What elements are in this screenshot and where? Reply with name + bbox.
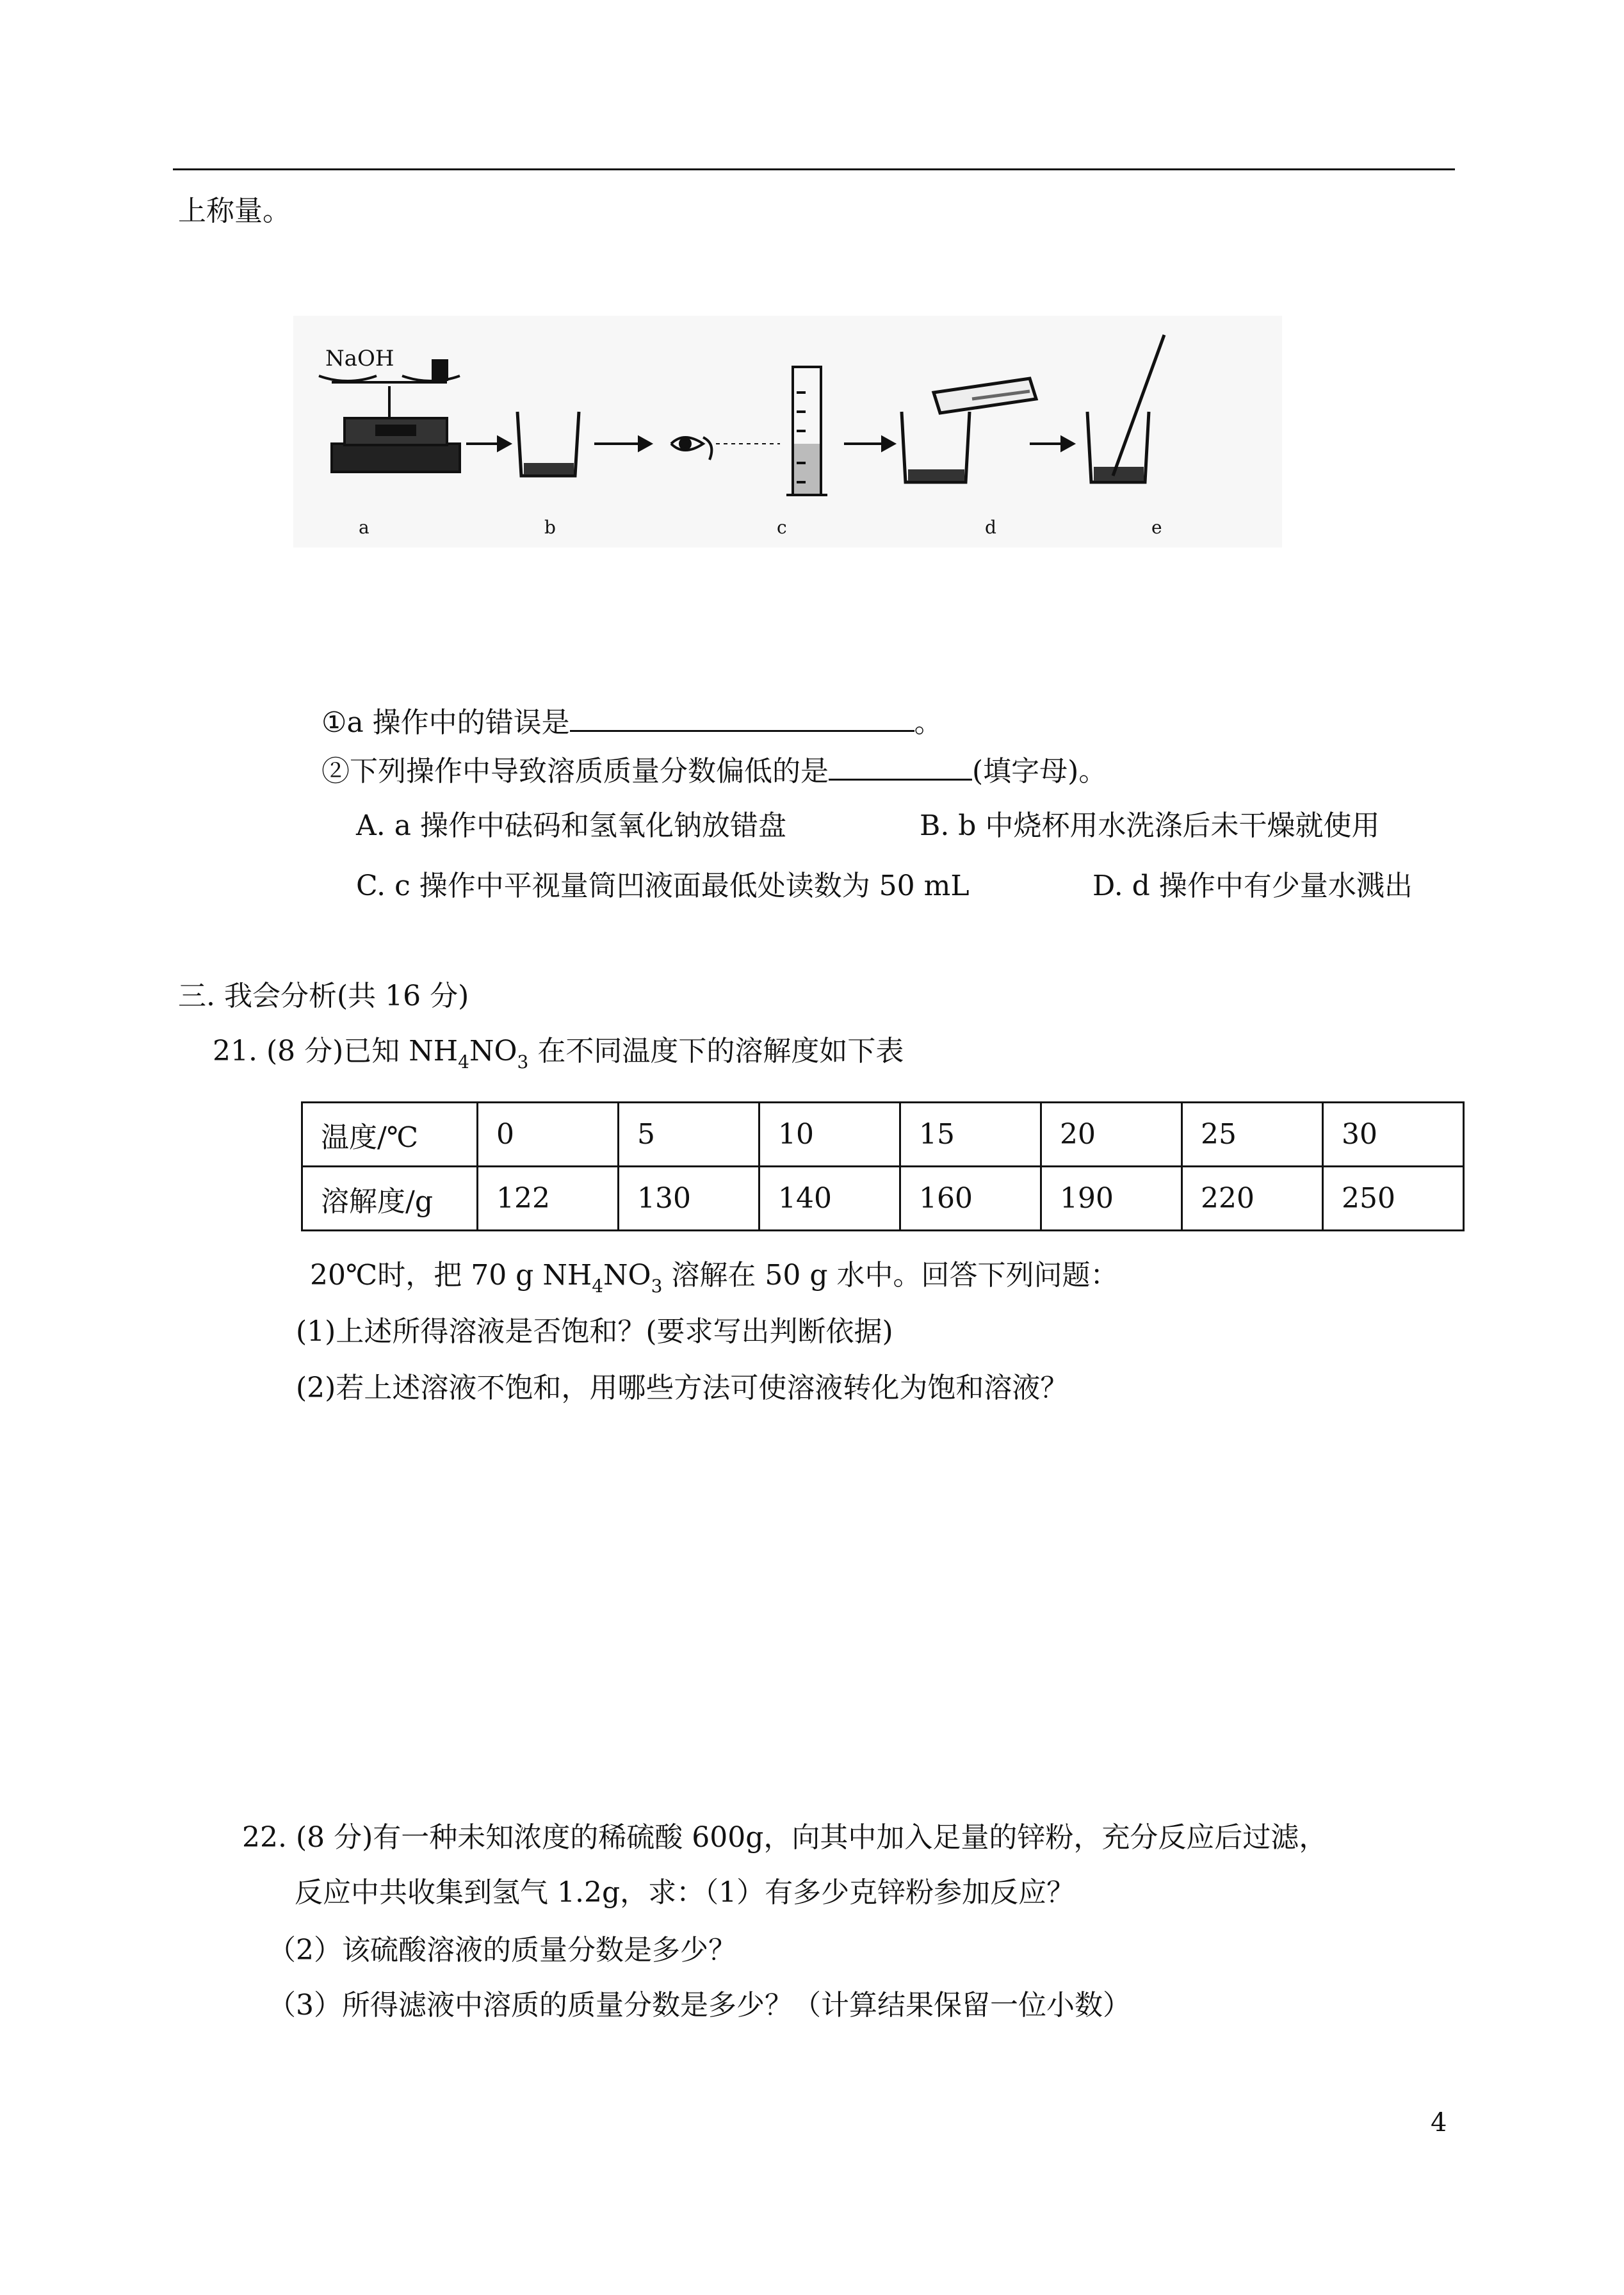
table-cell: 0 (478, 1103, 619, 1167)
experiment-illustration (293, 316, 1282, 547)
step-label-d: d (985, 517, 996, 538)
table-cell: 160 (900, 1167, 1041, 1231)
table-cell: 10 (759, 1103, 900, 1167)
eye-icon (671, 437, 711, 460)
arrow-icon (594, 437, 651, 450)
q20-option-b: B. b 中烧杯用水洗涤后未干燥就使用 (920, 809, 1380, 842)
arrow-icon (466, 437, 510, 450)
balance-icon (319, 361, 460, 472)
q20-option-c: C. c 操作中平视量筒凹液面最低处读数为 50 mL (356, 870, 970, 902)
table-cell: 250 (1323, 1167, 1464, 1231)
step-label-a: a (359, 517, 369, 538)
table-cell: 220 (1182, 1167, 1323, 1231)
experiment-figure (293, 316, 1282, 547)
table-cell: 122 (478, 1167, 619, 1231)
graduated-cylinder-icon (786, 367, 827, 495)
solubility-table (301, 1101, 1465, 1231)
header-rule (173, 168, 1455, 170)
q20-option-d: D. d 操作中有少量水溅出 (1092, 870, 1413, 902)
table-header-cell: 温度/℃ (302, 1103, 478, 1167)
q20-option-a: A. a 操作中砝码和氢氧化钠放错盘 (356, 809, 786, 842)
step-label-e: e (1151, 517, 1162, 538)
answer-blank[interactable] (570, 702, 914, 732)
q21-condition: 20℃时，把 70 g $NH_4NO_3$ 溶解在 50 g 水中。回答下列问题： (310, 1259, 1119, 1297)
q22-line4: （3）所得滤液中溶质的质量分数是多少？（计算结果保留一位小数） (268, 1989, 1131, 2022)
pouring-beaker-icon (902, 378, 1036, 482)
beaker-icon (517, 412, 579, 476)
q21-sub2: (2)若上述溶液不饱和，用哪些方法可使溶液转化为饱和溶液？ (296, 1372, 1069, 1404)
step-label-c: c (777, 517, 787, 538)
table-row (302, 1103, 1464, 1167)
table-cell: 140 (759, 1167, 900, 1231)
table-cell: 25 (1182, 1103, 1323, 1167)
q20-item1: ①a 操作中的错误是 。 (321, 702, 943, 742)
table-cell: 190 (1041, 1167, 1182, 1231)
table-cell: 130 (619, 1167, 759, 1231)
table-header-cell: 溶解度/g (302, 1167, 478, 1231)
section-3-title: 三. 我会分析(共 16 分) (178, 980, 469, 1012)
arrow-icon (1030, 437, 1073, 450)
q21-sub1: (1)上述所得溶液是否饱和？(要求写出判断依据) (296, 1315, 893, 1348)
q22-line1: 22. (8 分)有一种未知浓度的稀硫酸 600g，向其中加入足量的锌粉，充分反应后过滤， (242, 1821, 1328, 1854)
q22-line2: 反应中共收集到氢气 1.2g，求：（1）有多少克锌粉参加反应？ (295, 1876, 1075, 1909)
table-cell: 30 (1323, 1103, 1464, 1167)
page-number: 4 (1431, 2108, 1447, 2137)
stirring-beaker-icon (1087, 335, 1164, 482)
table-row (302, 1167, 1464, 1231)
q20-item2: ②下列操作中导致溶质质量分数偏低的是 (填字母)。 (321, 750, 1107, 791)
table-cell: 5 (619, 1103, 759, 1167)
naoh-label: NaOH (325, 346, 394, 371)
table-cell: 20 (1041, 1103, 1182, 1167)
arrow-icon (844, 437, 894, 450)
answer-blank[interactable] (829, 750, 972, 781)
header-fragment: 上称量。 (178, 195, 291, 227)
step-label-b: b (544, 517, 556, 538)
table-cell: 15 (900, 1103, 1041, 1167)
q22-line3: （2）该硫酸溶液的质量分数是多少？ (268, 1934, 736, 1967)
q21-intro: 21. (8 分)已知 $NH_4NO_3$ 在不同温度下的溶解度如下表 (213, 1035, 904, 1073)
